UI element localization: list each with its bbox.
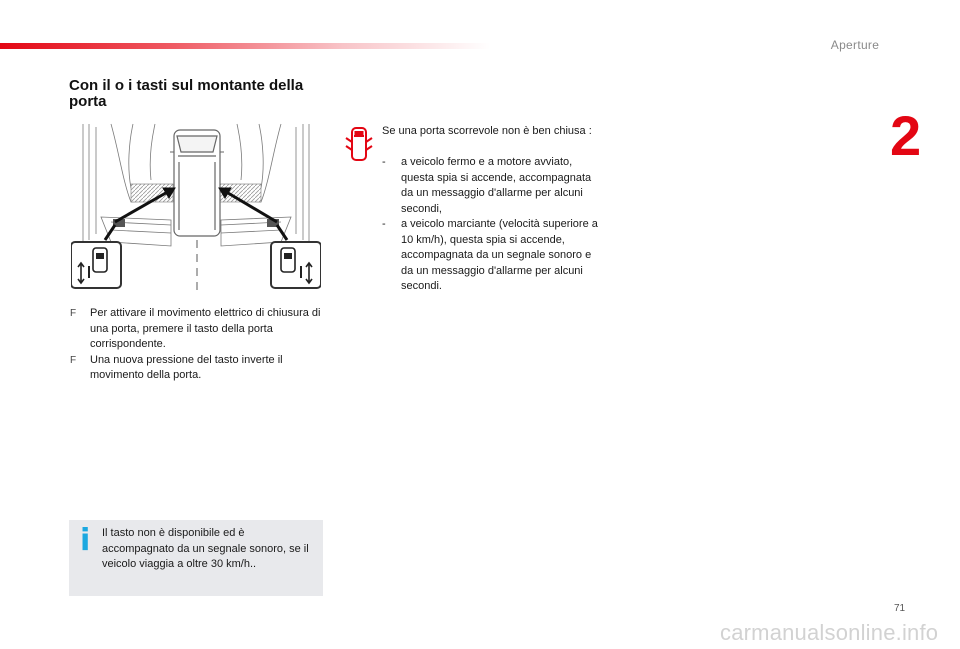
left-door-button <box>71 242 121 288</box>
dash-marker: - <box>382 218 386 230</box>
van-top-view <box>174 130 220 236</box>
warning-item <box>382 217 604 295</box>
page-number: 71 <box>894 603 906 614</box>
sliding-door-van-diagram <box>71 122 321 292</box>
instruction-item <box>69 306 329 353</box>
header-accent-bar <box>0 43 490 49</box>
dash-marker: - <box>382 156 386 168</box>
right-door-button <box>271 242 321 288</box>
bullet-icon: F <box>70 354 77 366</box>
instruction-item <box>69 353 329 384</box>
info-icon: i <box>80 523 91 558</box>
warning-intro: Se una porta scorrevole non è ben chiusa : <box>382 125 592 137</box>
open-door-warning-icon <box>343 124 375 166</box>
instruction-text: Per attivare il movimento elettrico di chiusura di una porta, premere il tasto della porta corrispondente. <box>90 307 321 350</box>
section-title: Con il o i tasti sul montante della porta <box>69 77 304 110</box>
instruction-text: Una nuova pressione del tasto inverte il movimento della porta. <box>90 353 283 381</box>
info-box <box>69 520 323 596</box>
warning-item <box>382 155 604 217</box>
section-name: Aperture <box>830 38 880 52</box>
info-text: Il tasto non è disponibile ed è accompagnato da un segnale sonoro, se il veicolo viaggia a oltre 30 km/h.. <box>102 527 309 570</box>
bullet-icon: F <box>70 308 77 319</box>
warning-list <box>382 155 604 295</box>
warning-item-text: a veicolo fermo e a motore avviato, questa spia si accende, accompagnata da un messaggio d'allarme per alcuni secondi, <box>401 156 592 215</box>
warning-item-text: a veicolo marciante (velocità superiore a 10 km/h), questa spia si accende, accompagnata da un segnale sonoro e da un messaggio d'allarme per alcuni secondi. <box>401 218 598 292</box>
watermark: carmanualsonline.info <box>720 620 939 645</box>
chapter-number: 2 <box>890 104 922 167</box>
instruction-list <box>69 306 329 384</box>
